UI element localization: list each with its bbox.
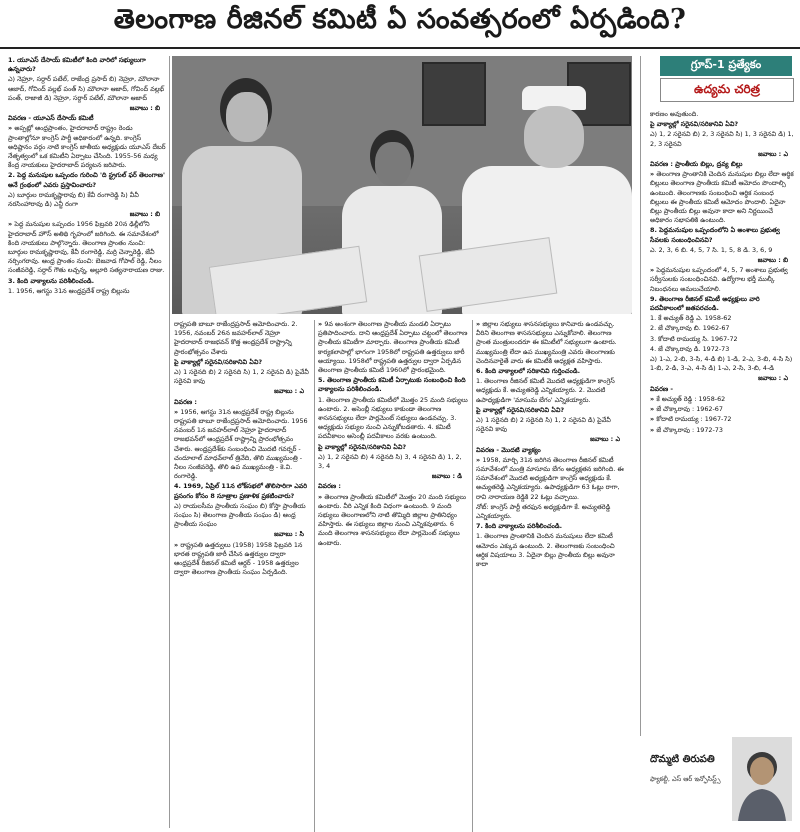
question-1: 1. యూఎస్ దేసాయ్ కమిటీలో కింది వారిలో సభ్యులుగా ఉన్నవారు?	[8, 56, 146, 74]
question-3-options: ఎ) 1 సరైనది బి) 2 సరైనది సి) 1, 2 సరైనవి డి) పైవేవీ సరైనవి కావు	[174, 368, 309, 386]
author-silhouette-icon	[732, 737, 792, 821]
explanation-9-item: » జే చొక్కారావు : 1972-73	[650, 426, 794, 435]
explanation-3-heading: వివరణ :	[174, 397, 197, 406]
question-7-body: 1. తెలంగాణ ప్రాంతానికి చెందిన మనుషులు లేదా కమిటీ ఆమోదం ఎక్కువ ఉంటుంది. 2. తెలంగాణకు సంబంధించి ఆర్థిక విషయాలు 3. ఏదైనా బిల్లు ప్రాంతీయ బిల్లు అవునా కాదా	[476, 532, 615, 569]
column-2-body: రాష్ట్రపతి బాబూ రాజేంద్రప్రసాద్ ఆమోదించారు. 2. 1956, నవంబర్ 26న జవహర్‌లాల్ నెహ్రూ హైదరాబాద్ రాజభవన్ కొత్త ఆంధ్రప్రదేశ్ రాష్ట్రాన్ని ప్రారంభోత్సవం చేశారు	[174, 320, 298, 356]
answer-5: జవాబు : డి	[431, 472, 462, 481]
explanation-1-heading: వివరణ - యూఎస్ దేసాయ్ కమిటీ	[8, 114, 94, 123]
column-4	[476, 320, 626, 832]
question-5-body: 1. తెలంగాణ ప్రాంతీయ కమిటీలో మొత్తం 25 మంది సభ్యులు ఉంటారు. 2. అసెంబ్లీ సభ్యులు కాకుండా తెలంగాణ శాసనసభ్యులు లేదా పార్లమెంట్ సభ్యులు ఉండవచ్చు. 3. అధ్యక్షుడు సభ్యుల నుంచి ఎన్నుకోబడతారు. 4. కమిటీ పదవీకాలం అసెంబ్లీ పదవీకాలం వరకు ఉంటుంది.	[318, 395, 468, 441]
explanation-6: » 1958, మార్చి 31న జరిగిన తెలంగాణ రీజినల్ కమిటీ సమావేశంలో మంత్రి మాసూమ బేగం అధ్యక్షతన జరిగింది. ఈ సమావేశంలో మొదటి అధ్యక్షుడిగా కాంగ్రెస్ అధ్యక్షుడు కే. అచ్యుతరెడ్డి ఎన్నికయ్యారు. ఉపాధ్యక్షుడిగా 63 ఓట్లు రాగా, రావి నారాయణ రెడ్డికి 22 ఓట్లు వచ్చాయి.	[476, 456, 626, 502]
page-headline: తెలంగాణ రీజినల్ కమిటీ ఏ సంవత్సరంలో ఏర్పడింది?	[0, 0, 800, 46]
explanation-3: » 1956, ఆగస్టు 31న ఆంధ్రప్రదేశ్ రాష్ట్ర బిల్లును రాష్ట్రపతి బాబూ రాజేంద్రప్రసాద్ ఆమోదించారు. 1956 నవంబర్ 1న జవహర్‌లాల్ నెహ్రూ హైదరాబాద్ రాజభవన్‌లో ఆంధ్రప్రదేశ్ రాష్ట్రాన్ని ప్రారంభోత్సవం చేశారు. ఆంధ్రప్రదేశ్‌కు సంబంధించి మొదటి గవర్నర్ - చందూలాల్ మాధవ్‌లాల్ త్రివేది, తొలి ముఖ్యమంత్రి - నీలం సంజీవరెడ్డి, తొలి ఉప ముఖ్యమంత్రి - కె.వి. రంగారెడ్డి.	[174, 408, 310, 482]
column-1	[8, 56, 166, 828]
question-6: 6. కింది వాక్యాలలో సరికానివి గుర్తించండి.	[476, 367, 581, 376]
headline-rule	[0, 47, 800, 49]
column-divider	[472, 320, 473, 832]
explanation-1: » అప్పట్లో ఆంధ్రప్రాంతం, హైదరాబాద్ రాష్ట్రం రెండు ప్రాంతాల్లోనూ కాంగ్రెస్ పార్టీ అధికారంలో ఉన్నది. కాంగ్రెస్ అధిష్టానం వర్గం నాటి కాంగ్రెస్ జాతీయ అధ్యక్షుడు యూఎస్ దేబర్ నేతృత్వంలో ఒక కమిటీని ఏర్పాటు చేసింది. 1955-56 మధ్య కేంద్ర నాయకులు హైదరాబాద్ పర్యటన జరిపారు.	[8, 124, 166, 170]
answer-4: జవాబు : సి	[274, 530, 304, 539]
explanation-4: » రాష్ట్రపతి ఉత్తర్వులు (1958) 1958 ఫిబ్రవరి 1న భారత రాష్ట్రపతి జారీ చేసిన ఉత్తర్వుల ద్వారా ఆంధ్రప్రదేశ్ రీజినల్ కమిటీ ఆర్డర్ - 1958 ఉత్తర్వుల ద్వారా తెలంగాణ ప్రాంతీయ సంఘం ఏర్పడింది.	[174, 541, 310, 578]
question-9: 9. తెలంగాణ రీజినల్ కమిటీ అధ్యక్షులు వారి పదవీకాలంలో జతపరచండి.	[650, 294, 760, 313]
answer-7: జవాబు : ఎ	[758, 149, 788, 158]
question-7: 7. కింది వాక్యాలను పరిశీలించండి.	[476, 522, 563, 531]
series-tag: గ్రూప్-1 ప్రత్యేకం	[660, 56, 792, 76]
author-name: దొమ్మటి తిరుపతి	[650, 754, 715, 765]
historic-photo	[172, 56, 632, 314]
explanation-2: » పెద్ద మనుషుల ఒప్పందం 1956 ఫిబ్రవరి 20న ఢిల్లీలోని హైదరాబాద్ హౌస్ అతిథి గృహంలో జరిగింది. ఈ సమావేశంలో కింది నాయకులు పాల్గొన్నారు. తెలంగాణ ప్రాంతం నుంచి: బూర్గుల రామకృష్ణారావు, కేవీ రంగారెడ్డి, మర్రి చెన్నారెడ్డి, జేవీ నర్సింగరావు. ఆంధ్ర ప్రాంతం నుంచి: బెజవాడ గోపాల్ రెడ్డి, నీలం సంజీవరెడ్డి, సర్దార్ గౌతు లచ్చన్న, అల్లూరి సత్యనారాయణ రాజు.	[8, 220, 166, 275]
explanation-9-heading: వివరణ -	[650, 384, 674, 393]
column-2	[174, 320, 310, 832]
author-role: ఫ్యాకల్టీ, ఎస్ ఆర్ ఇన్ఫోసిస్ట్స్	[650, 775, 721, 783]
match-list-item: 1. కే అచ్యుత్ రెడ్డి ఎ. 1958-62	[650, 314, 732, 323]
question-8: 8. పెద్దమనుషుల ఒప్పందంలోని ఏ అంశాలు ప్రభుత్వ సేవలకు సంబంధించినవి?	[650, 226, 780, 244]
answer-8: జవాబు : బి	[757, 256, 788, 265]
question-2-options: ఎ) బూర్గుల రామకృష్ణారావు బి) కేవీ రంగారెడ్డి సి) వీవీ నరసింహారావు డి) ఎన్జీ రంగా	[8, 190, 139, 209]
column-3-body: » 9వ అంశంగా తెలంగాణ ప్రాంతీయ మండలి ఏర్పాటు ప్రతిపాదించారు. దాని ఆంధ్రప్రదేశ్ ఏర్పాటు చట్టంలో తెలంగాణ ప్రాంతీయ కమిటీగా మార్చారు. తెలంగాణ ప్రాంతీయ కమిటీ కార్యకలాపాల్లో భాగంగా 1958లో రాష్ట్రపతి ఉత్తర్వులు జారీ అయ్యాయి. 1958లో రాష్ట్రపతి ఉత్తర్వుల ద్వారా ఏర్పడిన తెలంగాణ ప్రాంతీయ కమిటీ 1960లో ప్రారంభమైంది.	[318, 320, 468, 375]
match-list-item: 4. జే చొక్కారావు డి. 1972-73	[650, 344, 730, 353]
question-5-options: ఎ) 1, 2 సరైనవి బి) 4 సరైనది సి) 3, 4 సరైనవి డి) 1, 2, 3, 4	[318, 452, 462, 471]
question-7-options: ఎ) 1, 2 సరైనవి బి) 2, 3 సరైనవి సి) 1, 3 సరైనవి డి) 1, 2, 3 సరైనవి	[650, 130, 794, 148]
note-6: నోట్: కాంగ్రెస్ పార్టీ తరఫున అధ్యక్షుడిగా కే. అచ్యుతరెడ్డి ఎన్నికయ్యారు.	[476, 502, 611, 521]
question-5: 5. తెలంగాణ ప్రాంతీయ కమిటీ ఏర్పాటుకు సంబంధించి కింది వాక్యాలను పరిశీలించండి.	[318, 376, 466, 394]
column-divider	[169, 56, 170, 828]
question-3-body: 1. 1956, ఆగస్టు 31న ఆంధ్రప్రదేశ్ రాష్ట్ర బిల్లును	[8, 286, 130, 295]
column-5	[650, 110, 794, 730]
column-divider	[314, 320, 315, 832]
explanation-5: » తెలంగాణ ప్రాంతీయ కమిటీలో మొత్తం 20 మంది సభ్యులు ఉంటారు. వీరి ఎన్నిక కింది విధంగా ఉంటుంది. 9 మంది సభ్యులు తెలంగాణలోని నాటి తొమ్మిది జిల్లాల ప్రాతినిధ్యం వహిస్తారు. ఈ సభ్యులు జిల్లాల నుంచి ఎన్నికవుతారు. 6 మంది తెలంగాణ శాసనసభ్యులు లేదా పార్లమెంట్ సభ్యులు ఉంటారు.	[318, 493, 468, 548]
explanation-9-item: » కోదాటి రామయ్య : 1967-72	[650, 415, 794, 424]
answer-2: జవాబు : బి	[129, 210, 160, 219]
question-2: 2. పెద్ద మనుషుల ఒప్పందం గురించి 'ది స్ట్రగుల్ ఫర్ తెలంగాణ' అనే గ్రంథంలో ఎవరు ప్రస్తావించారు?	[8, 171, 165, 189]
answer-1: జవాబు : బి	[129, 104, 160, 113]
explanation-9-item: » కే అచ్యుత్ రెడ్డి : 1958-62	[650, 395, 794, 404]
question-6-body: 1. తెలంగాణ రీజినల్ కమిటీ మొదటి అధ్యక్షుడిగా కాంగ్రెస్ అధ్యక్షుడు కే. అచ్యుతరెడ్డి ఎన్నికయ్యారు. 2. మొదటి ఉపాధ్యక్షుడిగా 'మాసుమ బేగం' ఎన్నికయ్యారు.	[476, 377, 615, 404]
explanation-7-heading: వివరణ : ప్రాంతీయ బిల్లు, ద్రవ్య బిల్లు	[650, 160, 743, 169]
answer-9: జవాబు : ఎ	[758, 374, 788, 383]
question-1-options: ఎ) నెహ్రూ, సర్దార్ పటేల్, రాజేంద్ర ప్రసాద్ బి) నెహ్రూ, మౌలానా ఆజాద్, గోవింద్ వల్లభ్ పంత్ సి) మౌలానా ఆజాద్, గోవింద్ వల్లభ్ పంత్, రాజాజీ డి) నెహ్రూ, సర్దార్ పటేల్, మౌలానా ఆజాద్	[8, 75, 165, 102]
wall-frame	[422, 62, 486, 126]
author-photo	[732, 737, 792, 821]
match-list-item: 3. కోదాటి రామయ్య సి. 1967-72	[650, 334, 738, 343]
explanation-5-heading: వివరణ :	[318, 482, 341, 491]
question-8-options: ఎ. 2, 3, 6 బి. 4, 5, 7 సి. 1, 5, 8 డి. 3, 6, 9	[650, 245, 773, 254]
question-9-options: ఎ) 1-ఎ, 2-బి, 3-సి, 4-డి బి) 1-డి, 2-ఎ, 3-బి, 4-సి సి) 1-బి, 2-డి, 3-ఎ, 4-సి డి) 1-ఎ, 2-సి, 3-బి, 4-డి	[650, 355, 793, 373]
question-6-prompt: పై వాక్యాల్లో సరైనవి/సరికానివి ఏవి?	[476, 405, 565, 414]
explanation-9-item: » జే చొక్కారావు : 1962-67	[650, 405, 794, 414]
explanation-6-heading: వివరణ - మొదటి వ్యాక్యం	[476, 445, 541, 454]
question-6-options: ఎ) 1 సరైనది బి) 2 సరైనది సి) 1, 2 సరైనవి డి) పైవేవీ సరైనవి కావు	[476, 416, 611, 434]
author-box	[646, 735, 796, 825]
column-5-body: కారణం అవుతుంది.	[650, 110, 699, 118]
question-3: 3. కింది వాక్యాలను పరిశీలించండి.	[8, 276, 95, 285]
column-4-body: » జిల్లాల సభ్యులు శాసనసభ్యులు కానివారు ఉండవచ్చు. వీరిని తెలంగాణ శాసనసభ్యులు ఎన్నుకోవాలి. తెలంగాణ ప్రాంత మంత్రులందరూ ఈ కమిటీలో సభ్యులుగా ఉంటారు. ముఖ్యమంత్రి లేదా ఉప ముఖ్యమంత్రి ఎవరు తెలంగాణకు చెందినవారైతే వారు ఈ కమిటీకి అధ్యక్షత వహిస్తారు.	[476, 320, 626, 366]
question-4: 4. 1969, ఏప్రిల్ 11న లోక్‌సభలో తొలిసారిగా ఎవరి ప్రసంగం కోసం 8 సూత్రాల ప్రణాళిక ప్రకటించారు?	[174, 482, 308, 500]
match-list-item: 2. జే చొక్కారావు బి. 1962-67	[650, 324, 730, 333]
explanation-8: » పెద్దమనుషుల ఒప్పందంలో 4, 5, 7 అంశాలు ప్రభుత్వ సర్వీసులకు సంబంధించినవి. ఉద్యోగాల భర్తీ ముల్కీ నిబంధనలు అమలుచేయాలి.	[650, 266, 794, 294]
question-7-prompt: పై వాక్యాల్లో సరైనవి/సరికానివి ఏవి?	[650, 120, 739, 129]
column-divider	[640, 56, 641, 736]
answer-3: జవాబు : ఎ	[274, 387, 304, 396]
question-3-prompt: పై వాక్యాల్లో సరైనవి/సరికానివి ఏవి?	[174, 357, 263, 366]
column-3	[318, 320, 468, 832]
answer-6: జవాబు : ఎ	[590, 435, 620, 444]
question-5-prompt: పై వాక్యాల్లో సరైనవి/సరికానివి ఏవి?	[318, 442, 407, 451]
question-4-options: ఎ) రాయలసీమ ప్రాంతీయ సంఘం బి) కోస్తా ప్రాంతీయ సంఘం సి) తెలంగాణ ప్రాంతీయ సంఘం డి) ఆంధ్ర ప్రాంతీయ సంఘం	[174, 501, 306, 529]
topic-tag: ఉద్యమ చరిత్ర	[660, 78, 794, 102]
explanation-7: » తెలంగాణ ప్రాంతానికి చెందిన మనుషుల బిల్లు లేదా ఆర్థిక బిల్లులు తెలంగాణ ప్రాంతీయ కమిటీ ఆమోదం పొందాల్సి ఉంటుంది. తెలంగాణకు సంబంధించి ఆర్థిక సంబంధ బిల్లులు ఈ ప్రాంతీయ కమిటీ ఆమోదం పొందాలి. ఏదైనా బిల్లు ప్రాంతీయ బిల్లు అవునా కాదా అని నిర్ణయించే అధికారం సభాపతికి ఉంటుంది.	[650, 170, 794, 225]
